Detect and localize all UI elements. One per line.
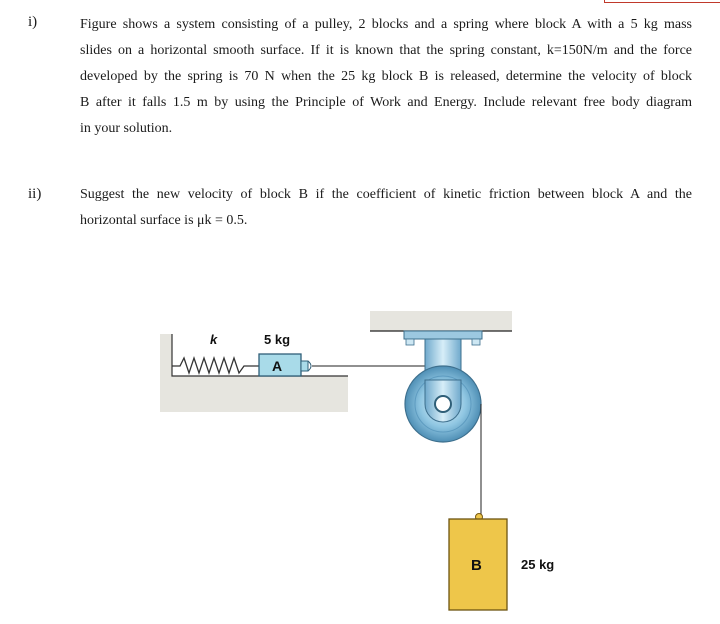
question-i-line: slides on a horizontal smooth surface. If it is known that the spring constant, k=150N/m and the force [80,43,692,58]
block-a-label: A [272,358,283,374]
question-i-line: B after it falls 1.5 m by using the Principle of Work and Energy. Include relevant free body diagram [80,95,692,110]
question-ii-line: horizontal surface is μk = 0.5. [80,213,248,228]
ceiling [370,311,512,331]
pulley [405,366,481,442]
block-b-label: B [471,557,482,574]
block-a [259,354,311,376]
question-i-line: developed by the spring is 70 N when the 25 kg block B is released, determine the velocity of block [80,69,692,84]
question-ii-line: Suggest the new velocity of block B if the coefficient of kinetic friction between block A and the [80,187,692,202]
question-i-line: Figure shows a system consisting of a pulley, 2 blocks and a spring where block A with a 5 kg mass [80,17,692,32]
question-i-line: in your solution. [80,121,173,136]
block-b-mass: 25 kg [521,557,555,572]
question-number-ii: ii) [28,186,42,202]
horizontal-surface [160,334,348,412]
spring-label: k [210,332,218,347]
spring [172,358,259,373]
question-number-i: i) [28,14,38,30]
block-a-mass: 5 kg [264,332,291,347]
